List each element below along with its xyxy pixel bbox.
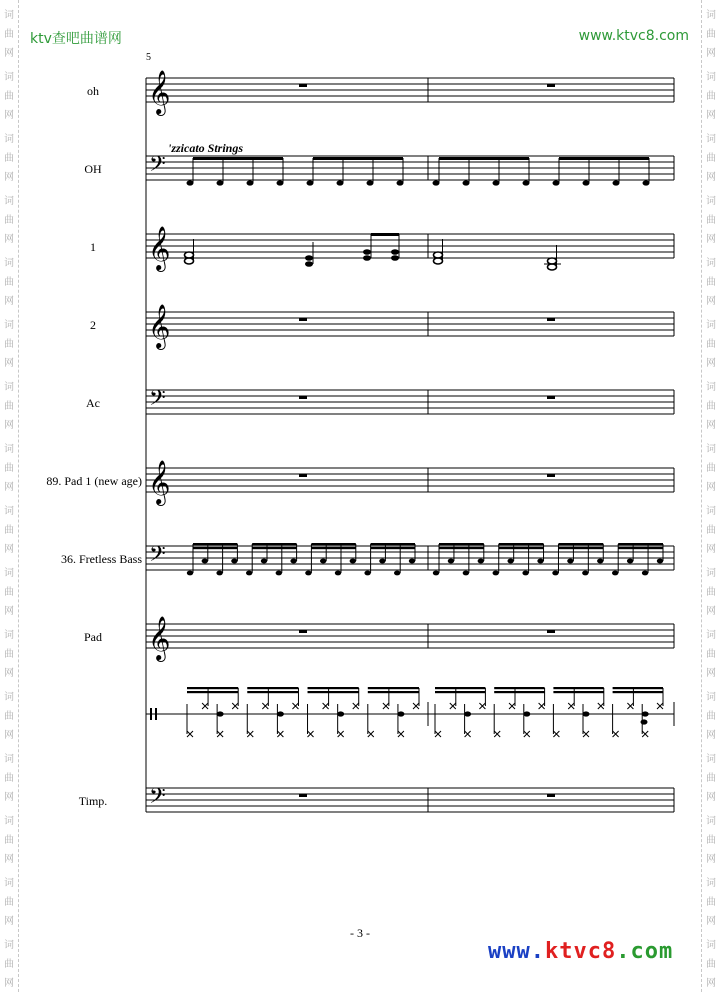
note-head xyxy=(364,571,370,576)
hihat-note xyxy=(598,703,604,709)
watermark-glyph: 曲 xyxy=(4,339,14,350)
cymbal-note xyxy=(435,731,441,737)
note-head xyxy=(493,180,500,185)
watermark-glyph: 网 xyxy=(4,420,14,431)
percussion-clef xyxy=(155,708,157,720)
watermark-glyph: 网 xyxy=(706,48,716,59)
note-beam xyxy=(247,687,298,689)
watermark-glyph: 词 xyxy=(4,940,14,951)
note-head xyxy=(597,559,603,564)
watermark-glyph: 词 xyxy=(706,382,716,393)
instrument-label: 89. Pad 1 (new age) xyxy=(46,474,142,488)
watermark-glyph: 曲 xyxy=(706,91,716,102)
note-head xyxy=(391,255,399,261)
half-note-head xyxy=(434,252,443,258)
note-head xyxy=(657,559,663,564)
watermark-glyph: 词 xyxy=(4,10,14,21)
bass-drum-note xyxy=(641,719,648,724)
watermark-glyph: 网 xyxy=(4,234,14,245)
watermark-glyph: 词 xyxy=(4,320,14,331)
watermark-glyph: 词 xyxy=(706,134,716,145)
cymbal-note xyxy=(398,731,404,737)
watermark-glyph: 词 xyxy=(706,630,716,641)
watermark-glyph: 词 xyxy=(706,506,716,517)
hihat-note xyxy=(383,703,389,709)
watermark-glyph: 网 xyxy=(4,916,14,927)
note-head xyxy=(493,571,499,576)
note-beam xyxy=(311,547,355,549)
instrument-label: 1 xyxy=(90,240,96,254)
note-beam xyxy=(553,687,603,689)
hihat-note xyxy=(509,703,515,709)
watermark-glyph: 曲 xyxy=(706,649,716,660)
note-head xyxy=(478,559,484,564)
watermark-glyph: 网 xyxy=(706,172,716,183)
note-head xyxy=(363,255,371,261)
note-beam xyxy=(187,687,238,689)
watermark-glyph: 词 xyxy=(4,258,14,269)
watermark-glyph: 词 xyxy=(4,196,14,207)
watermark-glyph: 曲 xyxy=(4,587,14,598)
section-label: 'zzicato Strings xyxy=(168,141,244,155)
cymbal-note xyxy=(277,731,283,737)
site-url-header: www.ktvc8.com xyxy=(578,28,689,44)
watermark-glyph: 曲 xyxy=(4,525,14,536)
note-head xyxy=(463,180,470,185)
hihat-note xyxy=(450,703,456,709)
watermark-glyph: 曲 xyxy=(706,835,716,846)
note-head xyxy=(553,180,560,185)
watermark-glyph: 词 xyxy=(4,72,14,83)
note-head xyxy=(448,559,454,564)
note-head xyxy=(305,255,313,261)
hihat-note xyxy=(539,703,545,709)
watermark-glyph: 曲 xyxy=(706,401,716,412)
watermark-glyph: 网 xyxy=(4,978,14,989)
watermark-glyph: 词 xyxy=(706,258,716,269)
instrument-label: 36. Fretless Bass xyxy=(61,552,142,566)
watermark-glyph: 网 xyxy=(706,296,716,307)
snare-note xyxy=(583,711,590,716)
watermark-glyph: 网 xyxy=(706,792,716,803)
whole-rest xyxy=(299,794,307,797)
cymbal-note xyxy=(583,731,589,737)
treble-clef: 𝄞 xyxy=(148,226,171,270)
note-head xyxy=(394,571,400,576)
watermark-glyph: 曲 xyxy=(706,587,716,598)
note-beam xyxy=(559,157,649,160)
watermark-glyph: 网 xyxy=(706,482,716,493)
watermark-glyph: 网 xyxy=(706,730,716,741)
cymbal-note xyxy=(217,731,223,737)
note-beam xyxy=(368,687,419,689)
watermark-glyph: 网 xyxy=(706,544,716,555)
measure-number: 5 xyxy=(146,52,151,63)
note-beam xyxy=(252,543,296,545)
watermark-glyph: 词 xyxy=(706,940,716,951)
watermark-glyph: 曲 xyxy=(706,897,716,908)
cymbal-note xyxy=(368,731,374,737)
hihat-note xyxy=(353,703,359,709)
watermark-glyph: 网 xyxy=(4,296,14,307)
note-beam xyxy=(308,691,359,693)
note-head xyxy=(187,180,194,185)
note-head xyxy=(582,571,588,576)
watermark-glyph: 词 xyxy=(4,444,14,455)
watermark-glyph: 词 xyxy=(706,754,716,765)
note-head xyxy=(643,180,650,185)
watermark-glyph: 网 xyxy=(4,668,14,679)
note-beam xyxy=(435,691,485,693)
brand-logo xyxy=(488,939,673,964)
page-number: - 3 - xyxy=(350,926,370,940)
note-beam xyxy=(368,691,419,693)
note-head xyxy=(612,571,618,576)
note-beam xyxy=(252,547,296,549)
note-head xyxy=(552,571,558,576)
watermark-glyph: 词 xyxy=(4,134,14,145)
cymbal-note xyxy=(338,731,344,737)
note-head xyxy=(613,180,620,185)
note-beam xyxy=(247,691,298,693)
whole-rest xyxy=(299,84,307,87)
half-note-head xyxy=(185,252,194,258)
snare-note xyxy=(277,711,284,716)
note-head xyxy=(507,559,513,564)
watermark-glyph: 网 xyxy=(4,110,14,121)
watermark-glyph: 词 xyxy=(706,10,716,21)
brand-part-1: www. xyxy=(488,939,545,964)
watermark-glyph: 词 xyxy=(706,444,716,455)
note-beam xyxy=(553,691,603,693)
snare-note xyxy=(642,711,649,716)
watermark-glyph: 曲 xyxy=(706,463,716,474)
note-head xyxy=(305,571,311,576)
whole-rest xyxy=(547,318,555,321)
note-head xyxy=(305,261,313,267)
whole-rest xyxy=(547,474,555,477)
note-beam xyxy=(371,233,399,236)
note-head xyxy=(290,559,296,564)
watermark-glyph: 曲 xyxy=(4,277,14,288)
hihat-note xyxy=(479,703,485,709)
half-note-head xyxy=(548,264,557,270)
bass-clef: 𝄢 xyxy=(149,784,166,814)
note-beam xyxy=(618,543,663,545)
cymbal-note xyxy=(494,731,500,737)
watermark-glyph: 曲 xyxy=(4,153,14,164)
note-head xyxy=(523,180,530,185)
watermark-glyph: 曲 xyxy=(706,29,716,40)
note-head xyxy=(391,249,399,255)
watermark-glyph: 网 xyxy=(706,420,716,431)
watermark-glyph: 曲 xyxy=(4,773,14,784)
watermark-glyph: 词 xyxy=(4,568,14,579)
hihat-note xyxy=(323,703,329,709)
watermark-glyph: 网 xyxy=(706,916,716,927)
note-head xyxy=(216,571,222,576)
watermark-glyph: 词 xyxy=(706,878,716,889)
note-head xyxy=(567,559,573,564)
watermark-glyph: 词 xyxy=(4,878,14,889)
instrument-label: 2 xyxy=(90,318,96,332)
brand-part-2: ktvc8 xyxy=(544,939,617,964)
note-beam xyxy=(499,547,544,549)
note-beam xyxy=(313,157,403,160)
watermark-glyph: 网 xyxy=(706,358,716,369)
watermark-glyph: 曲 xyxy=(4,215,14,226)
watermark-glyph: 网 xyxy=(4,172,14,183)
watermark-glyph: 网 xyxy=(4,730,14,741)
note-head xyxy=(583,180,590,185)
whole-rest xyxy=(299,318,307,321)
hihat-note xyxy=(568,703,574,709)
whole-rest xyxy=(299,396,307,399)
note-head xyxy=(307,180,314,185)
note-beam xyxy=(558,547,603,549)
whole-rest xyxy=(547,84,555,87)
cymbal-note xyxy=(247,731,253,737)
watermark-glyph: 网 xyxy=(4,606,14,617)
treble-clef: 𝄞 xyxy=(148,304,171,348)
snare-note xyxy=(337,711,344,716)
hihat-note xyxy=(627,703,633,709)
note-head xyxy=(231,559,237,564)
watermark-glyph: 词 xyxy=(706,72,716,83)
note-head xyxy=(433,571,439,576)
note-beam xyxy=(193,547,237,549)
watermark-glyph: 曲 xyxy=(4,401,14,412)
note-head xyxy=(409,559,415,564)
cymbal-note xyxy=(613,731,619,737)
hihat-note xyxy=(292,703,298,709)
bass-clef: 𝄢 xyxy=(149,386,166,416)
note-head xyxy=(276,571,282,576)
whole-rest xyxy=(299,630,307,633)
half-note-head xyxy=(548,258,557,264)
note-beam xyxy=(308,687,359,689)
note-beam xyxy=(439,543,484,545)
whole-rest xyxy=(547,794,555,797)
watermark-glyph: 曲 xyxy=(706,773,716,784)
bass-clef: 𝄢 xyxy=(149,542,166,572)
note-head xyxy=(367,180,374,185)
half-note-head xyxy=(185,258,194,264)
note-beam xyxy=(187,691,238,693)
note-beam xyxy=(193,543,237,545)
note-head xyxy=(261,559,267,564)
cymbal-note xyxy=(553,731,559,737)
watermark-glyph: 词 xyxy=(4,754,14,765)
watermark-glyph: 曲 xyxy=(4,835,14,846)
watermark-glyph: 词 xyxy=(4,506,14,517)
note-beam xyxy=(618,547,663,549)
brand-part-3: .com xyxy=(616,939,674,964)
instrument-label: Pad xyxy=(84,630,102,644)
note-head xyxy=(187,571,193,576)
site-name-header: ktv查吧曲谱网 xyxy=(30,31,122,47)
cymbal-note xyxy=(308,731,314,737)
note-beam xyxy=(311,543,355,545)
watermark-glyph: 曲 xyxy=(4,649,14,660)
watermark-glyph: 曲 xyxy=(706,959,716,970)
watermark-glyph: 曲 xyxy=(4,463,14,474)
note-head xyxy=(379,559,385,564)
watermark-glyph: 曲 xyxy=(706,339,716,350)
snare-note xyxy=(217,711,224,716)
note-head xyxy=(217,180,224,185)
watermark-glyph: 网 xyxy=(4,48,14,59)
watermark-glyph: 词 xyxy=(4,692,14,703)
hihat-note xyxy=(657,703,663,709)
instrument-label: OH xyxy=(84,162,102,176)
note-beam xyxy=(371,547,415,549)
watermark-glyph: 词 xyxy=(706,196,716,207)
watermark-glyph: 曲 xyxy=(4,29,14,40)
note-beam xyxy=(613,687,663,689)
watermark-glyph: 词 xyxy=(706,692,716,703)
note-head xyxy=(350,559,356,564)
watermark-glyph: 网 xyxy=(4,792,14,803)
cymbal-note xyxy=(465,731,471,737)
treble-clef: 𝄞 xyxy=(148,70,171,114)
hihat-note xyxy=(262,703,268,709)
watermark-glyph: 曲 xyxy=(4,91,14,102)
note-beam xyxy=(371,543,415,545)
watermark-glyph: 曲 xyxy=(706,153,716,164)
note-head xyxy=(537,559,543,564)
watermark-glyph: 网 xyxy=(706,606,716,617)
note-head xyxy=(522,571,528,576)
note-head xyxy=(463,571,469,576)
note-beam xyxy=(499,543,544,545)
note-beam xyxy=(558,543,603,545)
snare-note xyxy=(397,711,404,716)
hihat-note xyxy=(232,703,238,709)
instrument-label: Timp. xyxy=(78,794,108,808)
cymbal-note xyxy=(187,731,193,737)
watermark-glyph: 曲 xyxy=(4,711,14,722)
watermark-glyph: 网 xyxy=(706,234,716,245)
watermark-glyph: 网 xyxy=(706,110,716,121)
note-beam xyxy=(494,691,544,693)
note-head xyxy=(642,571,648,576)
hihat-note xyxy=(202,703,208,709)
instrument-label: oh xyxy=(87,84,99,98)
note-head xyxy=(337,180,344,185)
watermark-glyph: 词 xyxy=(706,816,716,827)
watermark-glyph: 曲 xyxy=(4,959,14,970)
note-beam xyxy=(435,687,485,689)
watermark-glyph: 网 xyxy=(4,854,14,865)
note-head xyxy=(335,571,341,576)
watermark-glyph: 词 xyxy=(4,816,14,827)
note-head xyxy=(363,249,371,255)
watermark-glyph: 曲 xyxy=(706,215,716,226)
note-head xyxy=(320,559,326,564)
note-beam xyxy=(613,691,663,693)
note-head xyxy=(397,180,404,185)
bass-clef: 𝄢 xyxy=(149,152,166,182)
note-head xyxy=(433,180,440,185)
cymbal-note xyxy=(642,731,648,737)
watermark-glyph: 网 xyxy=(706,854,716,865)
watermark-glyph: 词 xyxy=(706,568,716,579)
treble-clef: 𝄞 xyxy=(148,616,171,660)
watermark-glyph: 网 xyxy=(706,668,716,679)
note-head xyxy=(246,571,252,576)
note-head xyxy=(247,180,254,185)
whole-rest xyxy=(547,630,555,633)
watermark-glyph: 网 xyxy=(4,358,14,369)
note-beam xyxy=(439,157,529,160)
watermark-glyph: 曲 xyxy=(706,277,716,288)
cymbal-note xyxy=(524,731,530,737)
note-beam xyxy=(439,547,484,549)
watermark-glyph: 词 xyxy=(706,320,716,331)
watermark-glyph: 词 xyxy=(4,382,14,393)
watermark-glyph: 网 xyxy=(4,544,14,555)
hihat-note xyxy=(413,703,419,709)
watermark-glyph: 曲 xyxy=(706,711,716,722)
whole-rest xyxy=(547,396,555,399)
whole-rest xyxy=(299,474,307,477)
note-head xyxy=(202,559,208,564)
instrument-label: Ac xyxy=(86,396,100,410)
snare-note xyxy=(523,711,530,716)
snare-note xyxy=(464,711,471,716)
watermark-glyph: 曲 xyxy=(4,897,14,908)
note-head xyxy=(277,180,284,185)
watermark-glyph: 网 xyxy=(4,482,14,493)
note-beam xyxy=(494,687,544,689)
note-beam xyxy=(193,157,283,160)
watermark-glyph: 曲 xyxy=(706,525,716,536)
watermark-glyph: 词 xyxy=(4,630,14,641)
note-head xyxy=(627,559,633,564)
watermark-glyph: 网 xyxy=(706,978,716,989)
half-note-head xyxy=(434,258,443,264)
percussion-clef xyxy=(150,708,152,720)
treble-clef: 𝄞 xyxy=(148,460,171,504)
